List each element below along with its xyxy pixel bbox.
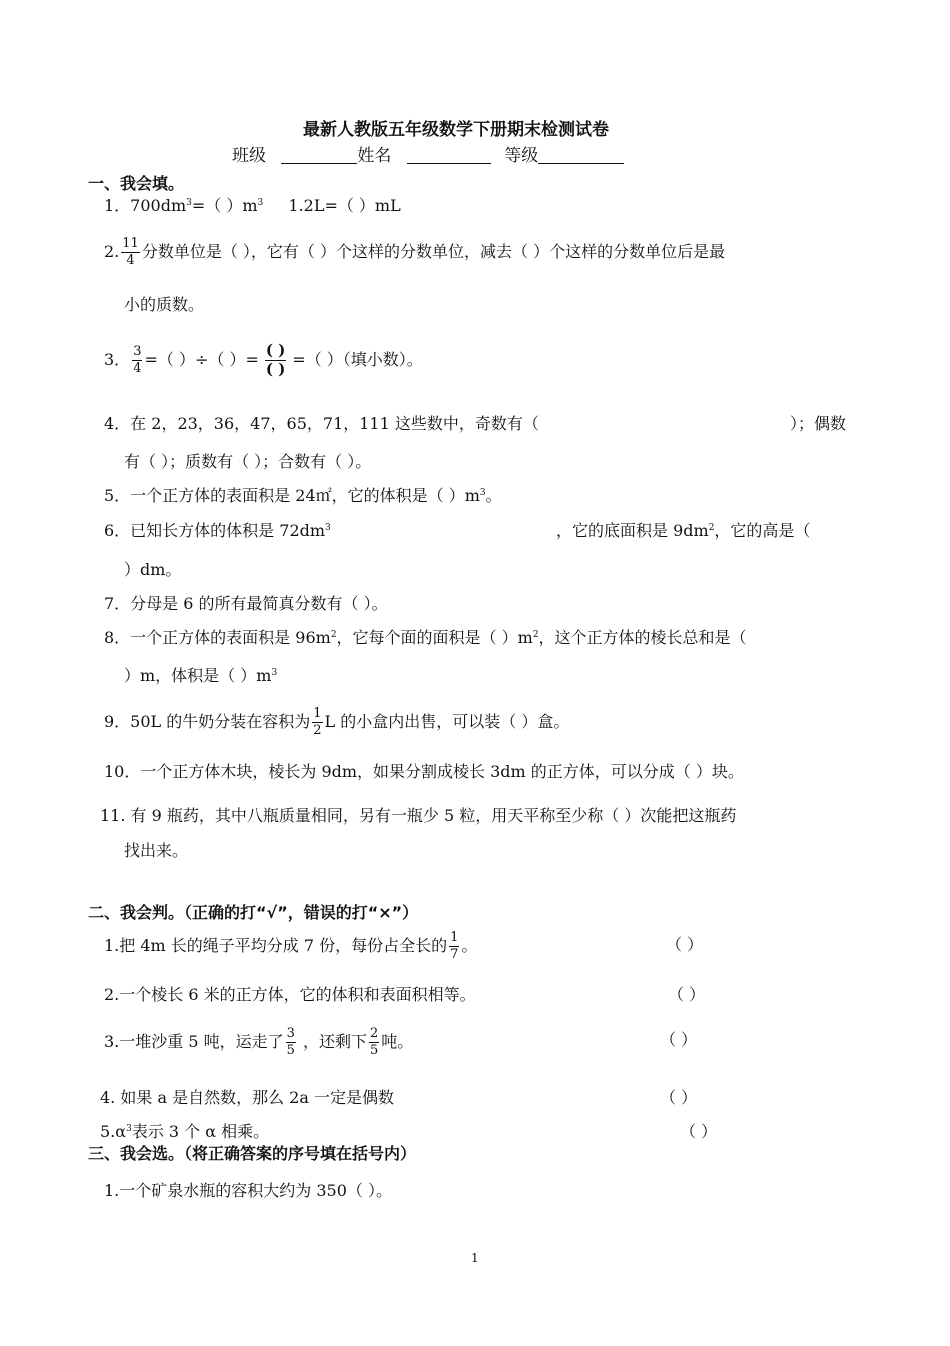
grade-label: 等级 — [504, 146, 539, 166]
q1-3-num: 3． — [104, 350, 131, 369]
q1-5-text-b: 。 — [485, 486, 502, 505]
q1-3-text-b: =（ ）（填小数）。 — [292, 350, 423, 369]
q2-5-text-a: 5.α — [100, 1122, 127, 1141]
q1-2-line2: 小的质数。 — [124, 295, 205, 314]
q1-9-text-a: 9．50L 的牛奶分装在容积为 — [104, 712, 311, 731]
q1-11-line1: 11. 有 9 瓶药，其中八瓶质量相同，另有一瓶少 5 粒，用天平称至少称（ ）次能把这瓶药 — [100, 806, 737, 825]
q2-1-text-a: 1.把 4m 长的绳子平均分成 7 份，每份占全长的 — [104, 936, 448, 955]
q1-1-text-c: 1.2L=（ ）mL — [283, 196, 401, 215]
q1-8 — [104, 630, 747, 646]
q1-4-line1b: ）；偶数 — [790, 414, 847, 433]
q1-1-sup2: 3 — [257, 198, 264, 208]
page-number: 1 — [471, 1251, 479, 1265]
q1-5-sup: 3 — [479, 488, 486, 498]
q1-1-text-a: 1．700dm — [104, 196, 187, 215]
student-info-row — [232, 147, 624, 165]
q1-8-text-c: ，这个正方体的棱长总和是（ — [538, 628, 747, 647]
q2-4: 4. 如果 a 是自然数，那么 2a 一定是偶数 — [100, 1088, 394, 1107]
q1-8-text-b: ，它每个面的面积是（ ）m — [336, 628, 533, 647]
q1-4-line1a: 4．在 2，23，36，47，65，71，111 这些数中，奇数有（ — [104, 414, 539, 433]
q1-8-line2-text: ）m，体积是（ ）m — [124, 666, 272, 685]
class-label: 班级 — [232, 146, 266, 166]
q2-2-answer-paren[interactable]: （ ） — [668, 985, 706, 1004]
q1-2-num: 2. — [104, 242, 120, 261]
q1-6-text-c: ，它的高是（ — [714, 521, 811, 540]
q2-5-answer-paren[interactable]: （ ） — [680, 1122, 718, 1141]
q1-8-text-a: 8．一个正方体的表面积是 96m — [104, 628, 331, 647]
name-label: 姓名 — [357, 146, 392, 166]
name-blank[interactable] — [407, 147, 491, 164]
q2-3-text-c: 吨。 — [381, 1032, 414, 1051]
q1-5 — [104, 488, 502, 504]
q2-5 — [100, 1124, 269, 1140]
q2-1 — [104, 928, 477, 964]
section2-heading: 二、我会判。（正确的打“√”，错误的打“×”） — [88, 903, 419, 922]
q1-6 — [104, 523, 331, 539]
q1-8-sup3: 3 — [271, 668, 278, 678]
q1-8-sup2: 2 — [532, 630, 539, 640]
q1-6-line2: ）dm。 — [124, 560, 182, 579]
fraction-1-7: $\frac{1}{7}$ — [450, 930, 459, 962]
q2-4-answer-paren[interactable]: （ ） — [660, 1088, 698, 1107]
q2-1-text-b: 。 — [461, 936, 478, 955]
paren-fraction[interactable]: $\frac{( )}{( )}$ — [265, 341, 286, 378]
q1-2 — [104, 234, 725, 270]
q1-6-right — [556, 523, 810, 539]
page-title: 最新人教版五年级数学下册期末检测试卷 — [303, 120, 609, 140]
fraction-3-4: $\frac{3}{4}$ — [133, 344, 142, 376]
fraction-11-4: $\frac{11}{4}$ — [122, 236, 139, 268]
q1-9-text-b: L 的小盒内出售，可以装（ ）盒。 — [324, 712, 570, 731]
grade-blank[interactable] — [538, 147, 624, 164]
q1-8-sup: 2 — [330, 630, 337, 640]
q1-6-text-a: 6．已知长方体的体积是 72dm — [104, 521, 326, 540]
q1-8-line2 — [124, 668, 277, 684]
q1-6-sup2: 2 — [708, 523, 715, 533]
q2-3-answer-paren[interactable]: （ ） — [660, 1030, 698, 1049]
q1-6-text-b: ，它的底面积是 9dm — [556, 521, 709, 540]
q1-3 — [104, 338, 423, 382]
q2-3 — [104, 1024, 413, 1060]
fraction-1-2: $\frac{1}{2}$ — [313, 706, 322, 738]
section3-heading: 三、我会选。（将正确答案的序号填在括号内） — [88, 1144, 417, 1163]
q3-1: 1.一个矿泉水瓶的容积大约为 350（ ）。 — [104, 1181, 392, 1200]
q1-1 — [104, 198, 401, 214]
q1-1-sup1: 3 — [186, 198, 192, 208]
q1-7: 7．分母是 6 的所有最简真分数有（ ）。 — [104, 594, 388, 613]
q1-5-text-a: 5．一个正方体的表面积是 24㎡，它的体积是（ ）m — [104, 486, 480, 505]
q1-1-text-b: =（ ）m — [191, 196, 258, 215]
q1-4-line2: 有（ ）；质数有（ ）；合数有（ ）。 — [124, 452, 372, 471]
q1-2-line1: 分数单位是（ ），它有（ ）个这样的分数单位，减去（ ）个这样的分数单位后是最 — [141, 242, 726, 261]
q1-11-line2: 找出来。 — [124, 841, 189, 860]
q1-9 — [104, 704, 569, 740]
q1-6-sup: 3 — [325, 523, 331, 533]
q1-10: 10．一个正方体木块，棱长为 9dm，如果分割成棱长 3dm 的正方体，可以分成（ ）块。 — [104, 762, 744, 781]
q2-5-text-b: 表示 3 个 α 相乘。 — [131, 1122, 270, 1141]
q2-3-text-b: ，还剩下 — [297, 1032, 367, 1051]
q2-1-answer-paren[interactable]: （ ） — [666, 935, 704, 954]
fraction-3-5: $\frac{3}{5}$ — [286, 1026, 295, 1058]
fraction-2-5: $\frac{2}{5}$ — [370, 1026, 379, 1058]
q2-2: 2.一个棱长 6 米的正方体，它的体积和表面积相等。 — [104, 985, 476, 1004]
class-blank[interactable] — [281, 147, 357, 164]
q2-5-sup: 3 — [126, 1124, 132, 1134]
q2-3-text-a: 3.一堆沙重 5 吨，运走了 — [104, 1032, 284, 1051]
section1-heading: 一、我会填。 — [88, 174, 185, 193]
q1-3-text-a: =（ ）÷（ ）= — [144, 350, 259, 369]
